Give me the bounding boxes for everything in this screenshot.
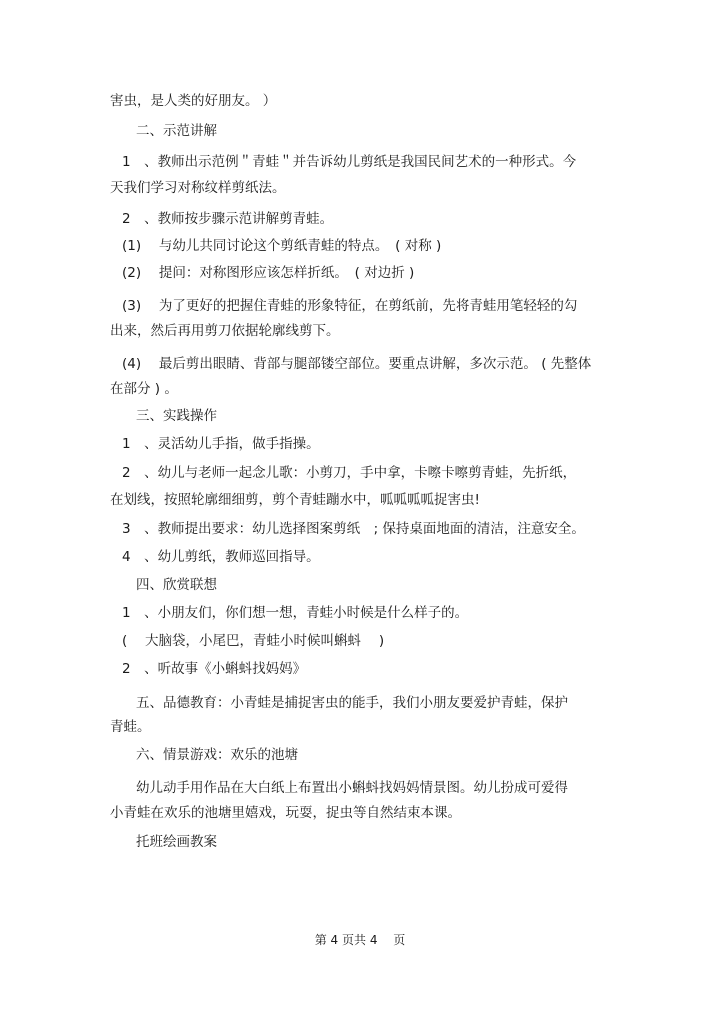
section-heading: 托班绘画教案 — [136, 834, 217, 850]
text-line: 幼儿动手用作品在大白纸上布置出小蝌蚪找妈妈情景图。幼儿扮成可爱得 — [136, 780, 568, 796]
text-line: 1 、小朋友们，你们想一想，青蛙小时候是什么样子的。 — [122, 605, 469, 621]
text-line: ( 大脑袋，小尾巴，青蛙小时候叫蝌蚪 ) — [122, 633, 385, 649]
page-footer: 第 4 页共 4 页 — [314, 933, 406, 947]
section-heading: 四、欣赏联想 — [136, 577, 217, 593]
text-line: 青蛙。 — [110, 719, 151, 735]
section-heading: 二、示范讲解 — [136, 123, 217, 139]
text-line: 2 、幼儿与老师一起念儿歌：小剪刀，手中拿，卡嚓卡嚓剪青蛙，先折纸， — [122, 465, 577, 481]
text-line: 在部分 ) 。 — [110, 381, 178, 397]
text-line: (4) 最后剪出眼睛、背部与腿部镂空部位。要重点讲解，多次示范。 ( 先整体 — [122, 356, 592, 372]
text-line: 3 、教师提出要求：幼儿选择图案剪纸 ; 保持桌面地面的清洁，注意安全。 — [122, 521, 585, 537]
text-line: 小青蛙在欢乐的池塘里嬉戏，玩耍，捉虫等自然结束本课。 — [110, 805, 461, 821]
text-line: 五、品德教育：小青蛙是捕捉害虫的能手，我们小朋友要爱护青蛙，保护 — [136, 695, 568, 711]
text-line: 天我们学习对称纹样剪纸法。 — [110, 180, 286, 196]
text-line: (3) 为了更好的把握住青蛙的形象特征，在剪纸前，先将青蛙用笔轻轻的勾 — [122, 298, 578, 314]
text-line: 害虫，是人类的好朋友。 ） — [110, 93, 277, 109]
text-line: 4 、幼儿剪纸，教师巡回指导。 — [122, 549, 320, 565]
section-heading: 三、实践操作 — [136, 408, 217, 424]
text-line: (1) 与幼儿共同讨论这个剪纸青蛙的特点。 ( 对称 ) — [122, 238, 442, 254]
text-line: 1 、灵活幼儿手指，做手指操。 — [122, 436, 320, 452]
text-line: 出来，然后再用剪刀依据轮廓线剪下。 — [110, 323, 340, 339]
text-line: 2 、教师按步骤示范讲解剪青蛙。 — [122, 211, 334, 227]
text-line: 1 、教师出示范例＂青蛙＂并告诉幼儿剪纸是我国民间艺术的一种形式。今 — [122, 154, 577, 170]
text-line: 2 、听故事《小蝌蚪找妈妈》 — [122, 661, 307, 677]
section-heading: 六、情景游戏：欢乐的池塘 — [136, 747, 298, 763]
text-line: (2) 提问：对称图形应该怎样折纸。 ( 对边折 ) — [122, 265, 415, 281]
text-line: 在划线，按照轮廓细细剪，剪个青蛙蹦水中，呱呱呱呱捉害虫! — [110, 492, 480, 508]
